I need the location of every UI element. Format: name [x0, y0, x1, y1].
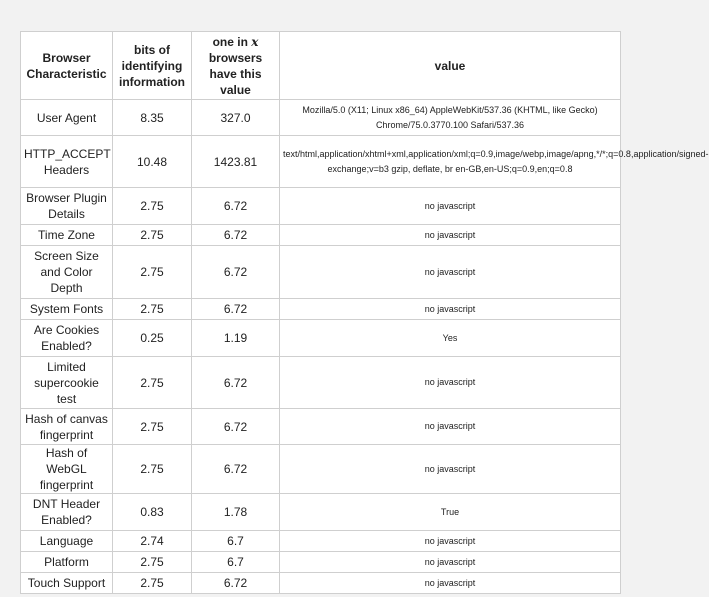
cell-value: no javascript — [280, 409, 621, 445]
cell-one-in: 6.72 — [192, 409, 280, 445]
cell-value: no javascript — [280, 552, 621, 573]
cell-value: no javascript — [280, 246, 621, 299]
cell-one-in: 6.72 — [192, 573, 280, 594]
header-value: value — [280, 32, 621, 100]
cell-one-in: 6.72 — [192, 225, 280, 246]
table-row — [21, 573, 621, 594]
table-row — [21, 100, 621, 136]
cell-characteristic: Limited supercookie test — [21, 357, 113, 409]
fingerprint-table — [20, 31, 709, 594]
header-one-in — [192, 32, 280, 100]
cell-bits: 2.75 — [113, 246, 192, 299]
header-one-in-suffix: browsers have this value — [208, 50, 263, 97]
cell-bits: 0.83 — [113, 494, 192, 531]
cell-characteristic: Hash of canvas fingerprint — [21, 409, 113, 445]
cell-bits: 2.75 — [113, 188, 192, 225]
header-characteristic: Browser Characteristic — [21, 32, 113, 100]
table-row — [21, 136, 621, 188]
table-row — [21, 409, 621, 445]
cell-bits: 2.75 — [113, 573, 192, 594]
cell-characteristic: Touch Support — [21, 573, 113, 594]
cell-one-in: 1.78 — [192, 494, 280, 531]
cell-one-in: 6.7 — [192, 552, 280, 573]
cell-characteristic: DNT Header Enabled? — [21, 494, 113, 531]
cell-value: no javascript — [280, 573, 621, 594]
cell-one-in: 6.7 — [192, 531, 280, 552]
cell-bits: 2.75 — [113, 445, 192, 494]
cell-value: no javascript — [280, 357, 621, 409]
table-row — [21, 320, 621, 357]
cell-characteristic: Screen Size and Color Depth — [21, 246, 113, 299]
table-row — [21, 299, 621, 320]
cell-characteristic: System Fonts — [21, 299, 113, 320]
header-bits: bits of identifying information — [113, 32, 192, 100]
cell-bits: 2.75 — [113, 357, 192, 409]
cell-one-in: 6.72 — [192, 357, 280, 409]
table-row — [21, 494, 621, 531]
cell-bits: 10.48 — [113, 136, 192, 188]
cell-value: no javascript — [280, 188, 621, 225]
cell-value: True — [280, 494, 621, 531]
cell-one-in: 6.72 — [192, 299, 280, 320]
header-one-in-variable: x — [251, 34, 259, 49]
fingerprint-results — [20, 31, 709, 594]
table-row — [21, 531, 621, 552]
cell-bits: 2.75 — [113, 409, 192, 445]
cell-characteristic: User Agent — [21, 100, 113, 136]
cell-characteristic: Browser Plugin Details — [21, 188, 113, 225]
table-row — [21, 188, 621, 225]
cell-one-in: 1423.81 — [192, 136, 280, 188]
cell-characteristic: Platform — [21, 552, 113, 573]
table-row — [21, 225, 621, 246]
table-row — [21, 552, 621, 573]
cell-bits: 8.35 — [113, 100, 192, 136]
cell-one-in: 6.72 — [192, 246, 280, 299]
cell-bits: 2.75 — [113, 225, 192, 246]
cell-characteristic: Are Cookies Enabled? — [21, 320, 113, 357]
cell-characteristic: Hash of WebGL fingerprint — [21, 445, 113, 494]
cell-value: text/html,application/xhtml+xml,application/xml;q=0.9,image/webp,image/apng,*/*;q=0.8,application/signed-exchange;v=b3 gzip, deflate, br en-GB,en-US;q=0.9,en;q=0.8 — [280, 136, 621, 188]
header-one-in-prefix: one in — [212, 34, 248, 49]
table-row — [21, 246, 621, 299]
cell-value: no javascript — [280, 445, 621, 494]
cell-bits: 2.75 — [113, 552, 192, 573]
cell-one-in: 327.0 — [192, 100, 280, 136]
table-row — [21, 445, 621, 494]
cell-bits: 2.74 — [113, 531, 192, 552]
cell-characteristic: Time Zone — [21, 225, 113, 246]
cell-value: Yes — [280, 320, 621, 357]
table-header-row — [21, 32, 621, 100]
cell-value: no javascript — [280, 531, 621, 552]
cell-one-in: 6.72 — [192, 188, 280, 225]
cell-value: Mozilla/5.0 (X11; Linux x86_64) AppleWebKit/537.36 (KHTML, like Gecko) Chrome/75.0.3770.100 Safari/537.36 — [280, 100, 621, 136]
cell-bits: 2.75 — [113, 299, 192, 320]
cell-value: no javascript — [280, 299, 621, 320]
table-row — [21, 357, 621, 409]
cell-bits: 0.25 — [113, 320, 192, 357]
cell-one-in: 1.19 — [192, 320, 280, 357]
cell-characteristic: HTTP_ACCEPT Headers — [21, 136, 113, 188]
cell-characteristic: Language — [21, 531, 113, 552]
cell-value: no javascript — [280, 225, 621, 246]
cell-one-in: 6.72 — [192, 445, 280, 494]
